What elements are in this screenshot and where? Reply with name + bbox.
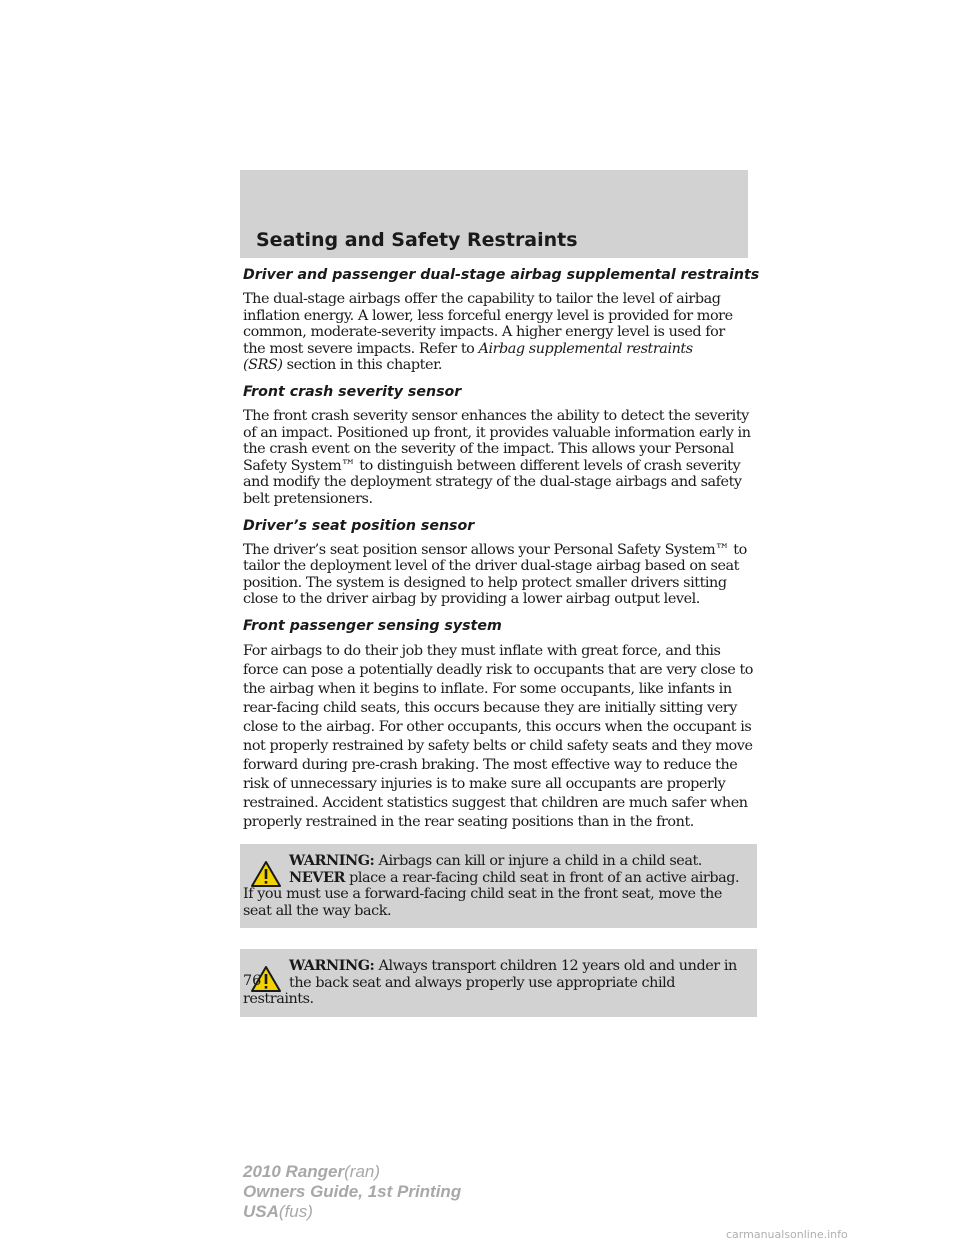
warning-line <box>243 870 749 887</box>
warning-triangle-icon <box>250 860 282 888</box>
warning-line <box>243 853 749 870</box>
footer-market-code: (fus) <box>278 1202 313 1221</box>
footer-model: 2010 Ranger <box>243 1162 345 1181</box>
page-title: Seating and Safety Restraints <box>256 229 578 251</box>
body-line: inflation energy. A lower, less forceful energy level is provided for more <box>243 307 733 324</box>
warning-text: Airbags can kill or injure a child in a child seat. <box>378 852 702 869</box>
srs-reference-abbr: (SRS) <box>243 357 283 374</box>
section-body-passenger-sensing: For airbags to do their job they must inflate with great force, and this force can pose a potentially deadly risk to occupants that are very close to the airbag when it begins to inflate. For some occupants, like infants in rear-facing child seats, this occurs because they are initially sitting very close to the airbag. For other occupants, this occurs when the occupant is not properly restrained by safety belts or child safety seats and they move forward during pre-crash braking. The most effective way to reduce the risk of unnecessary injuries is to make sure all occupants are properly restrained. Accident statistics suggest that children are much safer when properly restrained in the rear seating positions than in the front. <box>243 642 754 830</box>
body-line: The dual-stage airbags offer the capability to tailor the level of airbag <box>243 291 721 307</box>
section-body-dual-stage <box>243 291 753 374</box>
footer-model-code: (ran) <box>344 1162 381 1181</box>
srs-reference: Airbag supplemental restraints <box>478 340 693 357</box>
body-line: section in this chapter. <box>282 357 443 374</box>
watermark: carmanualsonline.info <box>726 1228 848 1241</box>
warning-label: WARNING: <box>289 957 375 975</box>
footer-edition: Owners Guide, 1st Printing <box>243 1182 462 1201</box>
never-label: NEVER <box>289 868 345 886</box>
warning-text: Always transport children 12 years old and under in <box>378 958 737 975</box>
footer-market: USA <box>243 1202 279 1221</box>
warning-text: If you must use a forward-facing child seat in the front seat, move the seat all the way back. <box>243 886 722 919</box>
warning-box <box>240 949 757 1017</box>
section-heading-dual-stage: Driver and passenger dual-stage airbag supplemental restraints <box>243 267 760 283</box>
body-line: common, moderate-severity impacts. A higher energy level is used for <box>243 324 725 341</box>
warning-line: the back seat and always properly use appropriate child <box>289 974 676 991</box>
section-heading-seat-sensor: Driver’s seat position sensor <box>243 517 475 534</box>
print-footer <box>243 1162 461 1222</box>
body-line: the most severe impacts. Refer to <box>243 340 479 357</box>
warning-text: restraints. <box>243 991 314 1008</box>
section-heading-crash-sensor: Front crash severity sensor <box>243 383 462 400</box>
warning-text: place a rear-facing child seat in front of an active airbag. <box>349 869 740 886</box>
section-body-crash-sensor: The front crash severity sensor enhances the ability to detect the severity of an impact. Positioned up front, it provides valuable information early in the crash event on the severity of the impact. This allows your Personal Safety System™ to distinguish between different levels of crash severity and modify the deployment strategy of the dual-stage airbags and safety belt pretensioners. <box>243 407 751 507</box>
warning-label: WARNING: <box>289 851 375 869</box>
section-body-seat-sensor: The driver’s seat position sensor allows your Personal Safety System™ to tailor the deployment level of the driver dual-stage airbag based on seat position. The system is designed to help protect smaller drivers sitting close to the driver airbag by providing a lower airbag output level. <box>243 541 747 608</box>
warning-line <box>243 958 749 975</box>
main-content <box>243 266 760 1017</box>
section-heading-passenger-sensing: Front passenger sensing system <box>243 617 502 634</box>
page-number: 76 <box>243 973 262 989</box>
warning-box <box>240 844 757 928</box>
